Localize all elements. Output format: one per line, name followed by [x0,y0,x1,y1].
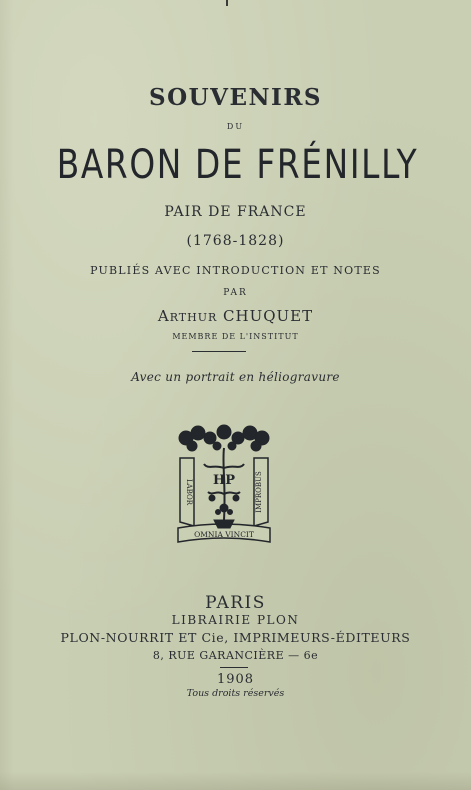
imprint-printers: PLON-NOURRIT ET Cie, IMPRIMEURS-ÉDITEURS [60,630,411,645]
emblem-monogram: HP [212,473,236,488]
pot-icon [214,520,234,528]
edition-line: PUBLIÉS AVEC INTRODUCTION ET NOTES [90,264,381,277]
publisher-emblem [172,424,276,554]
binding-mark [226,0,228,6]
title-souvenirs: SOUVENIRS [148,84,323,111]
author-title: MEMBRE DE L'INSTITUT [172,332,299,341]
emblem-motto-bottom: OMNIA VINCIT [194,530,254,539]
author-name: Arthur CHUQUET [157,307,314,325]
imprint-rights: Tous droits réservés [186,688,285,699]
subtitle-pair-de-france: PAIR DE FRANCE [164,204,307,220]
imprint-publisher: LIBRAIRIE PLON [171,613,300,627]
imprint-city: PARIS [205,593,266,613]
title-main: BARON DE FRÉNILLY [56,142,419,188]
imprint-year: 1908 [216,672,255,687]
author-divider [192,351,246,352]
emblem-motto-right: IMPROBUS [255,471,263,513]
portrait-note: Avec un portrait en héliogravure [131,370,340,384]
imprint-address: 8, RUE GARANCIÈRE — 6e [152,649,319,662]
emblem-motto-left: LABOR [185,479,193,505]
title-du: DU [226,122,245,131]
year-divider [220,667,248,668]
foliage-icon [179,425,269,451]
life-dates: (1768-1828) [186,233,285,249]
par-label: PAR [223,288,248,298]
